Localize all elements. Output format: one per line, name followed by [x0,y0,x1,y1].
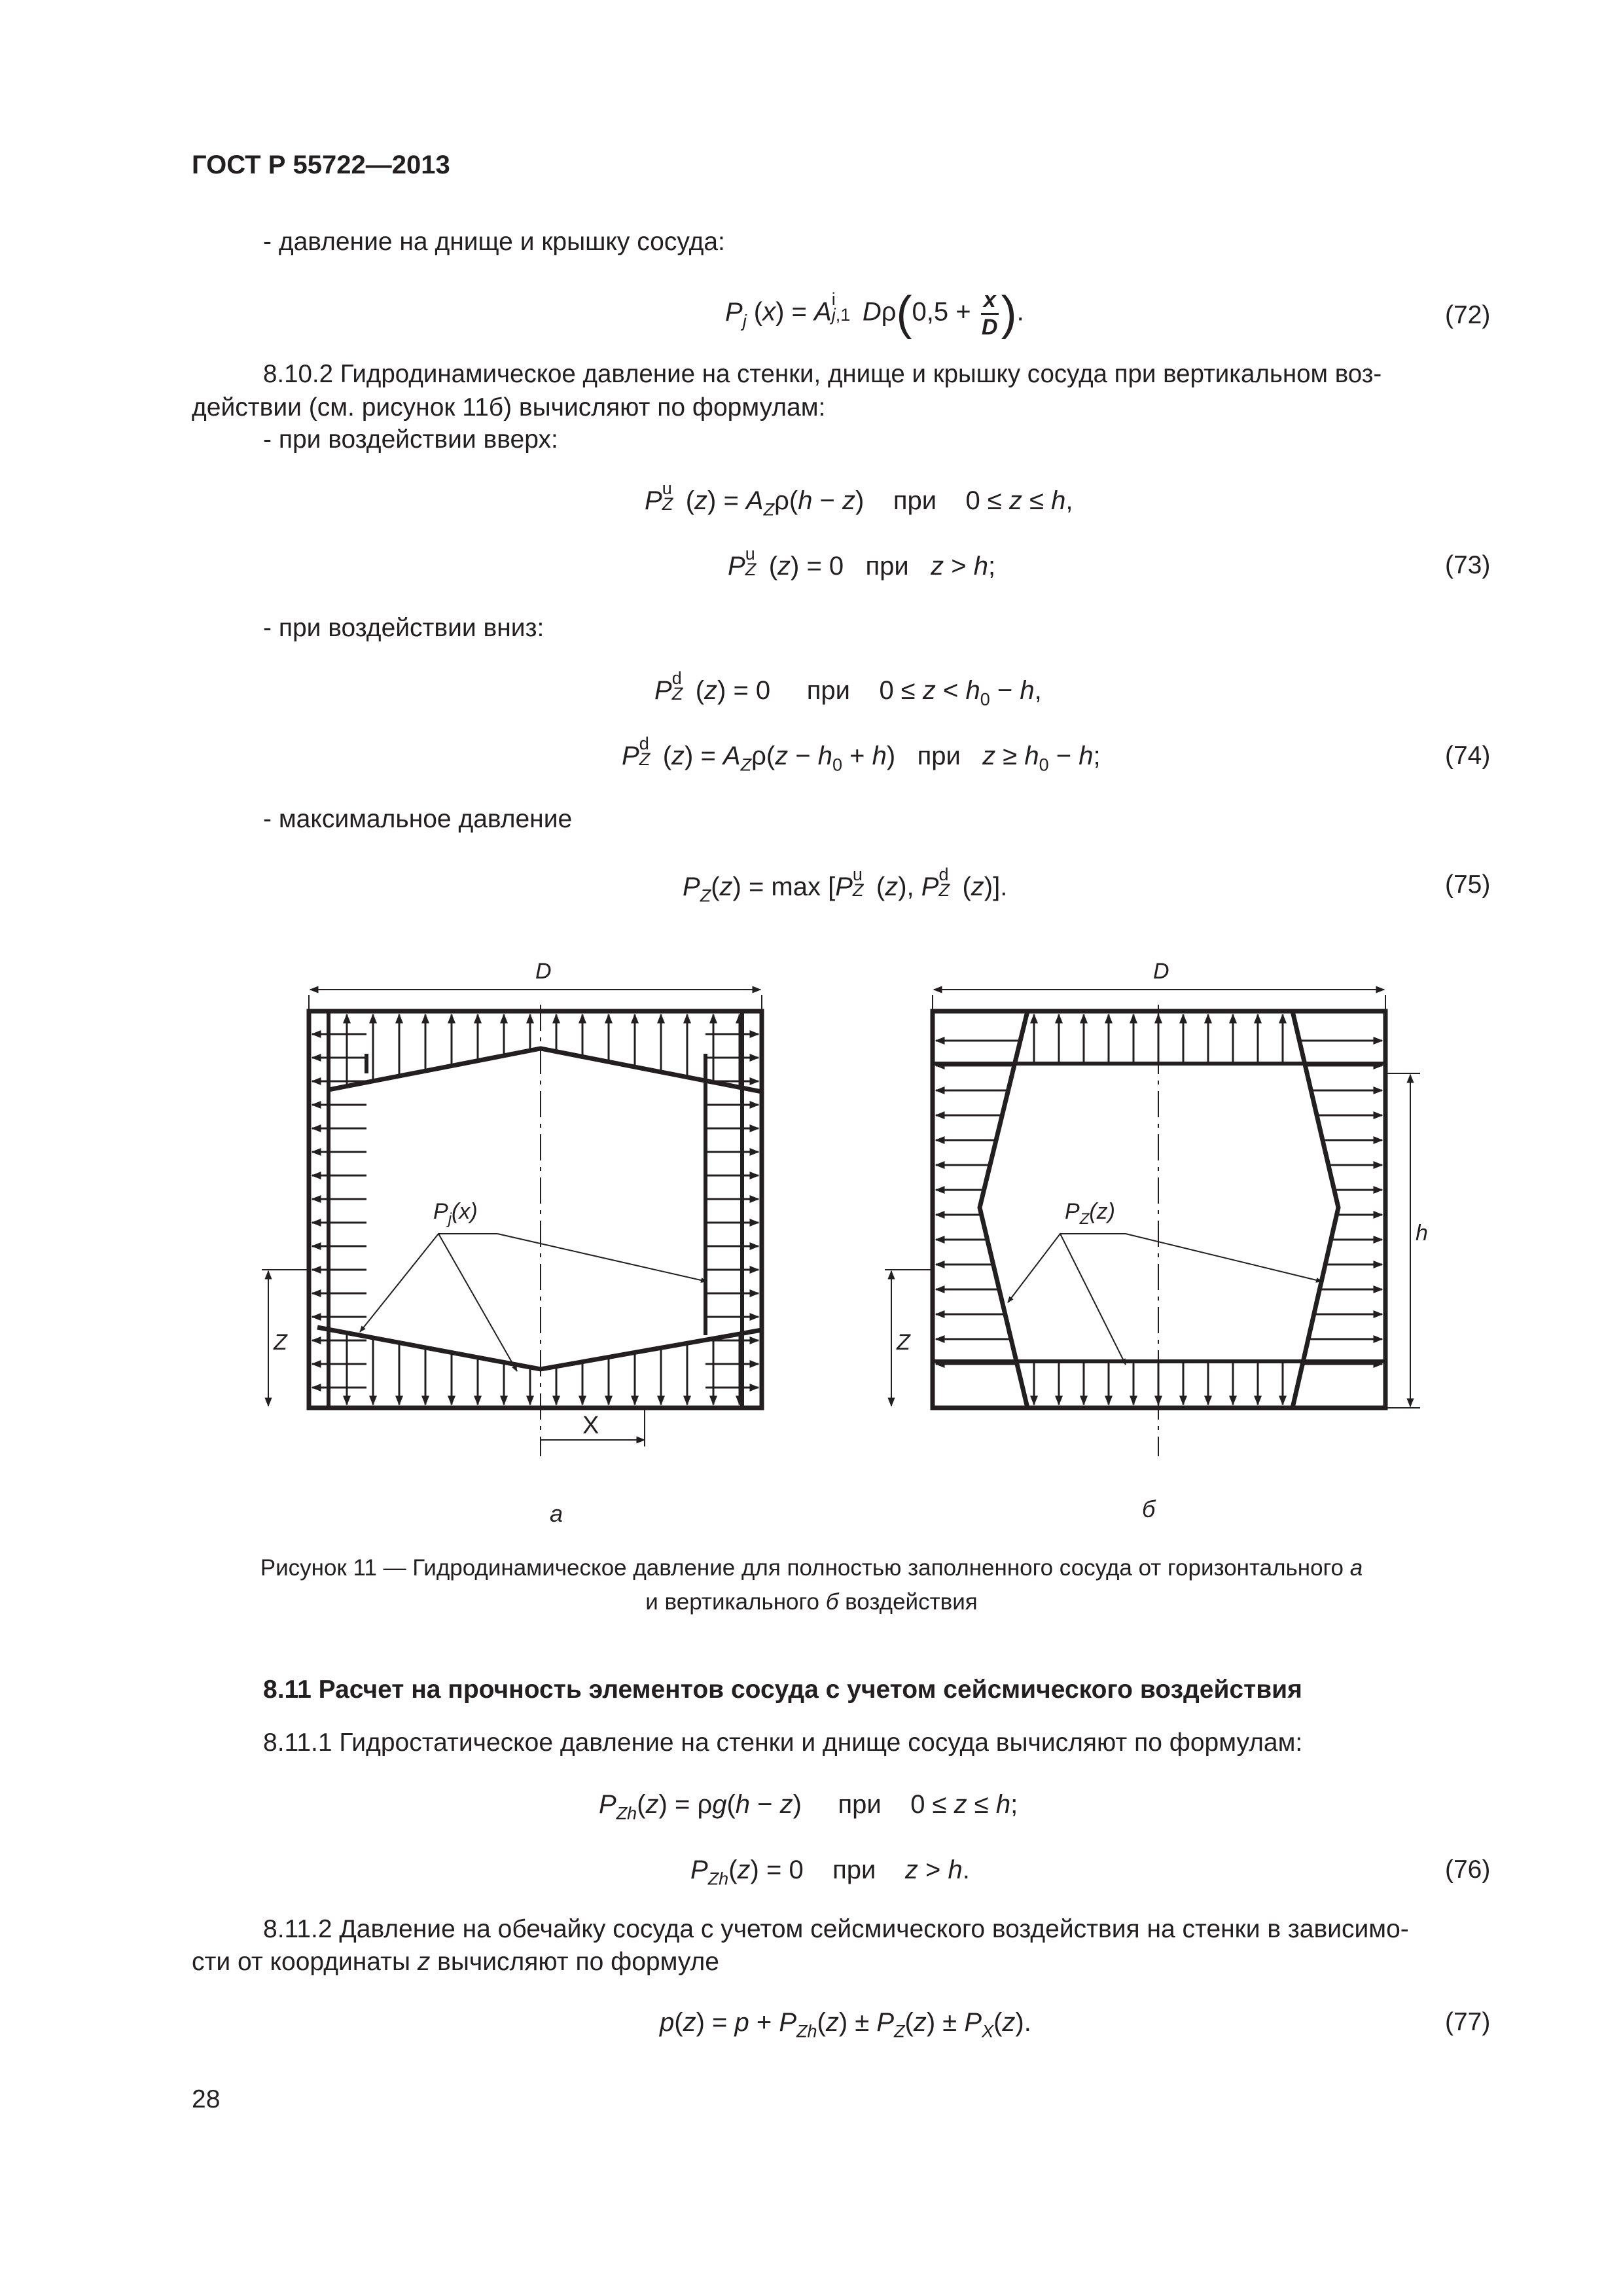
formula-74a: P d Z (z) = 0 при $0 \le z < h_0 - h$, [654,668,1042,709]
text-max: - максимальное давление [263,805,573,833]
equation-number: (74) [1445,742,1491,770]
formula-72: $P_j$ (x) = A i j,1 Dρ(0,5 + $\frac{x}{D}$ ). [725,287,1024,340]
paragraph-8-11-1: 8.11.1 Гидростатическое давление на стенки и днище сосуда вычисляют по формулам: [263,1729,1303,1757]
paragraph-8-11-2: 8.11.2 Давление на обечайку сосуда с учетом сейсмического воздействия на стенки в зависимо- [263,1915,1409,1943]
equation-number: (77) [1445,2008,1491,2036]
section-title: 8.11 Расчет на прочность элементов сосуда с учетом сейсмического воздействия [263,1676,1302,1704]
diagram-b [885,990,1420,1456]
formula-75: $P_Z(z) = \max [P$ u Z (z), P d Z (z)]. [683,864,1008,906]
formula-73b: P u Z (z) = 0 при z > h; [728,543,996,581]
equation-number: (75) [1445,870,1491,899]
label-pj: $P_j(x)$ [433,1199,478,1228]
text-line: - давление на днище и крышку сосуда: [263,228,725,256]
formula-73a: P u Z $(z) = A_Z\rho(h - z)$ при 0 ≤ z ≤ h, [645,478,1073,520]
formula-76b: $P_{Zh}(z) = 0$ при z > h. [690,1856,970,1889]
formula-77: $p(z) = p + P_{Zh}(z) \pm P_Z(z) \pm P_X(z)$. [660,2008,1031,2041]
formula-74b: P d Z $(z) = A_Z\rho(z - h_0 + h)$ при $z \ge h_0 - h$; [622,733,1101,775]
equation-number: (72) [1445,301,1491,329]
document-header: ГОСТ Р 55722—2013 [192,151,450,179]
figure-caption: Рисунок 11 — Гидродинамическое давление для полностью заполненного сосуда от горизонтального а и вертикального б воздействия [260,1555,1363,1615]
paragraph-8-10-2-cont: действии (см. рисунок 11б) вычисляют по формулам: [192,393,826,422]
equation-number: (73) [1445,551,1491,579]
text-up: - при воздействии вверх: [263,425,558,454]
label-D-a: D [535,959,552,984]
label-Z-b: Z [897,1330,910,1355]
label-pz: $P_Z(z)$ [1065,1199,1116,1228]
formula-76a: $P_{Zh}(z) = \rho g(h - z)$ при 0 ≤ z ≤ h; [599,1790,1018,1823]
paragraph-8-11-2-cont: сти от координаты z вычисляют по формуле [192,1948,719,1976]
label-h: h [1416,1221,1428,1246]
label-D-b: D [1153,959,1169,984]
equation-number: (76) [1445,1856,1491,1884]
label-X: X [582,1412,599,1439]
label-Z-a: Z [274,1330,287,1355]
page-number: 28 [192,2085,221,2113]
paragraph-8-10-2: 8.10.2 Гидродинамическое давление на стенки, днище и крышку сосуда при вертикальном воз- [263,360,1382,388]
label-b: б [1142,1496,1156,1522]
label-a: а [550,1500,563,1527]
text-down: - при воздействии вниз: [263,614,544,642]
